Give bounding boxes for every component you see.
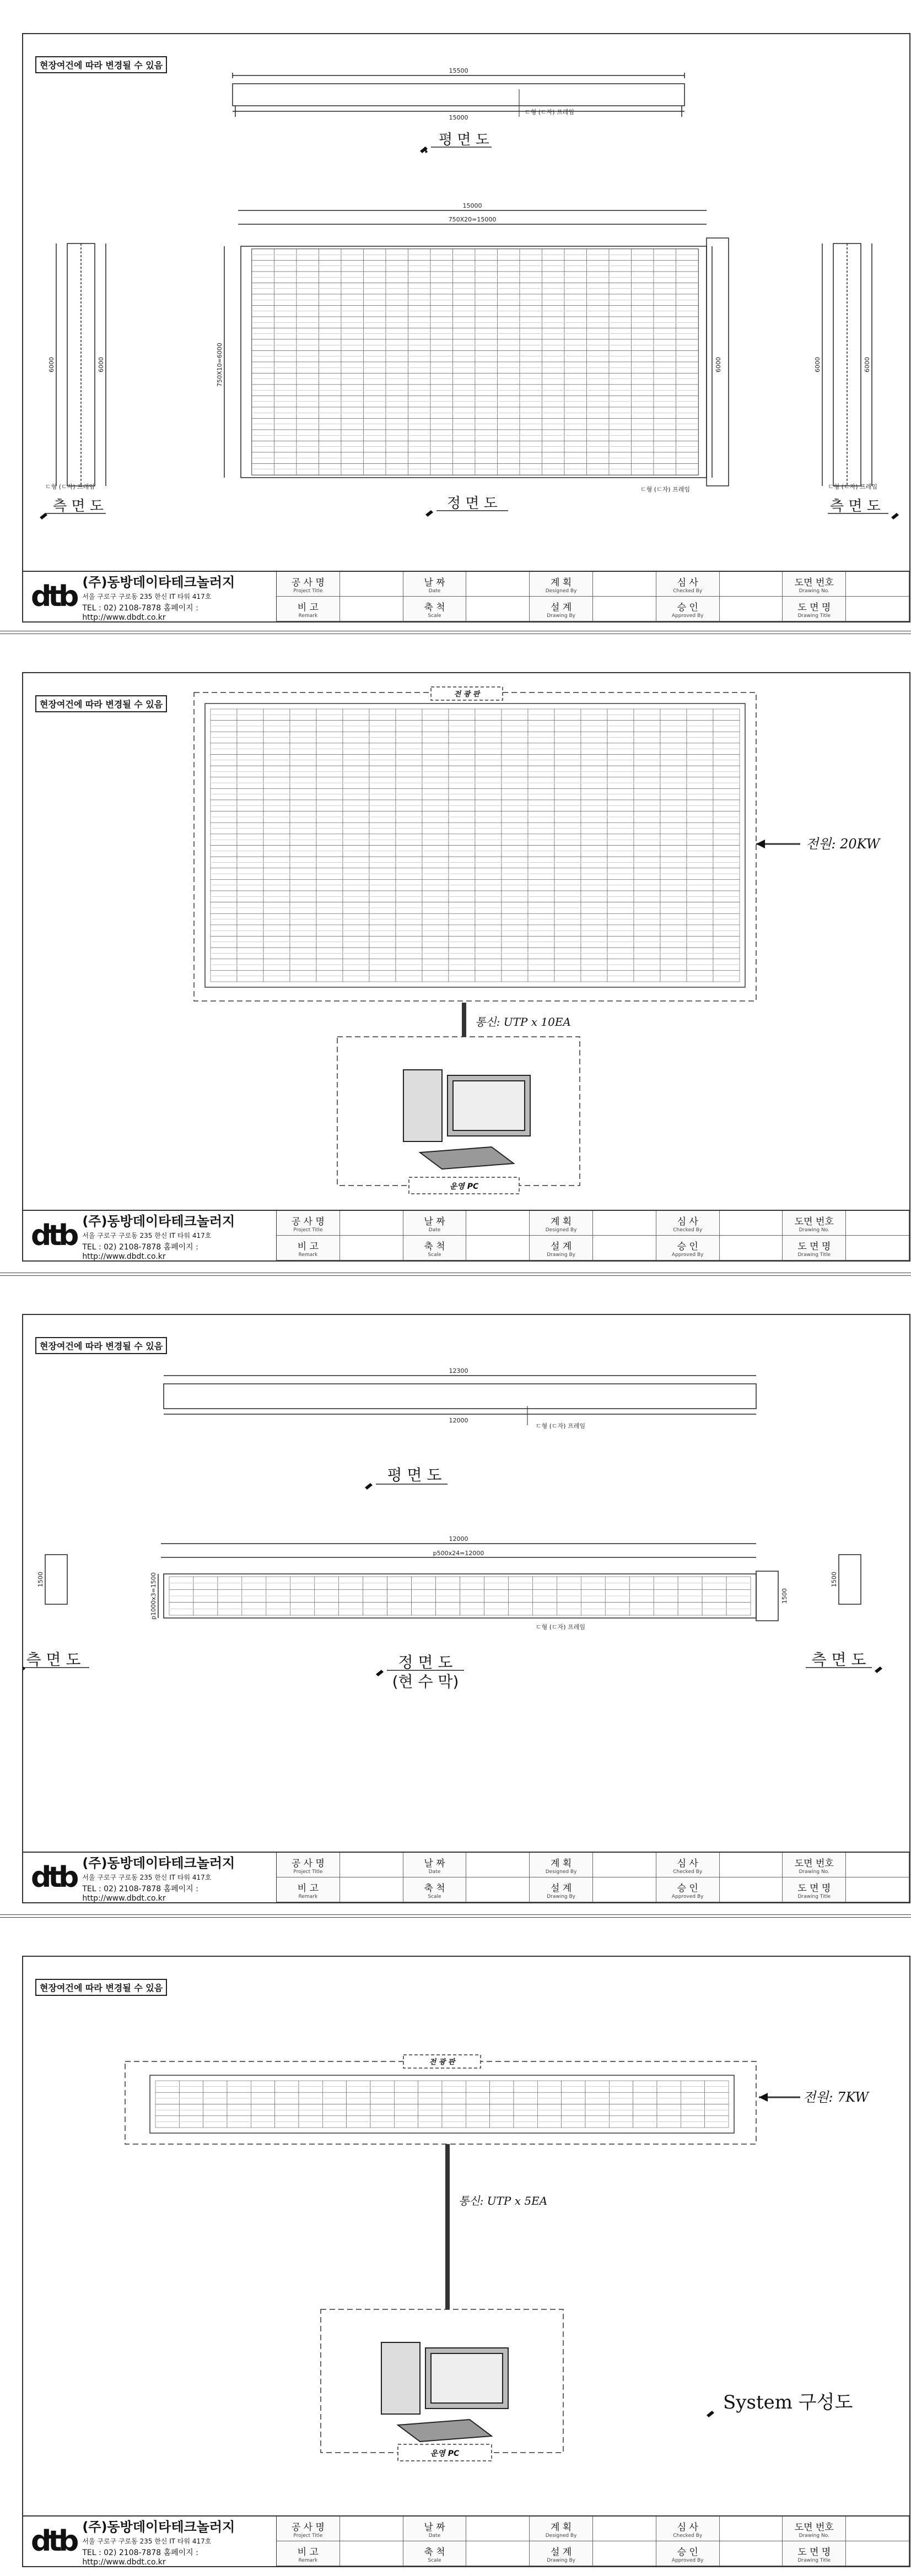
company-address: 서울 구로구 구로동 235 한신 IT 타워 417호 (82, 593, 212, 600)
field-label: 설 계 (550, 1241, 572, 1252)
company-logo-block (23, 1853, 277, 1902)
company-logo: dtb (31, 1219, 76, 1252)
system-diagram-label: System 구성도 (723, 2391, 853, 2413)
field-sublabel: Date (428, 2532, 441, 2539)
drawing-sheet-3 (22, 1314, 910, 1903)
title-block-value (466, 597, 530, 621)
field-sublabel: Drawing Title (797, 1252, 831, 1258)
field-label: 비 고 (297, 1882, 319, 1894)
title-block-value (846, 1853, 909, 1877)
title-block-value (340, 1877, 403, 1902)
company-contact: TEL : 02) 2108-7878 홈페이지 : http://www.dbdt.co.kr (82, 2548, 198, 2567)
title-block-label (403, 572, 467, 597)
drawing-sheet-1 (22, 33, 910, 623)
field-sublabel: Checked By (673, 588, 703, 594)
field-condition-note: 현장여건에 따라 변경될 수 있음 (35, 1979, 167, 1996)
title-block-value (466, 1211, 530, 1236)
title-block-label (403, 2517, 467, 2541)
title-block-value (846, 2541, 909, 2566)
title-block-value (593, 597, 656, 621)
title-block-value (593, 2517, 656, 2541)
company-logo-block (23, 1211, 277, 1260)
led-module-grid (155, 2081, 729, 2128)
field-label: 축 척 (424, 602, 445, 613)
title-block-label (530, 597, 593, 621)
led-module-grid (252, 249, 698, 475)
company-name: (주)동방데이타테크놀러지 (82, 575, 235, 590)
field-label: 도 면 명 (797, 1882, 831, 1894)
field-label: 심 사 (677, 2521, 698, 2533)
company-address: 서울 구로구 구로동 235 한신 IT 타워 417호 (82, 1874, 212, 1881)
title-block-label (530, 1236, 593, 1260)
title-block-value (340, 1853, 403, 1877)
pc-label: 운영 PC (430, 2449, 460, 2458)
field-condition-note: 현장여건에 따라 변경될 수 있음 (35, 695, 167, 712)
title-block-value (846, 1877, 909, 1902)
title-block-label (403, 597, 467, 621)
field-label: 심 사 (677, 577, 698, 588)
title-block-label (277, 1236, 340, 1260)
company-logo: dtb (31, 1861, 76, 1894)
field-sublabel: Date (428, 1869, 441, 1875)
field-sublabel: Drawing No. (799, 1869, 829, 1875)
field-sublabel: Scale (428, 1893, 441, 1899)
title-block-label (783, 1853, 846, 1877)
comm-label: 통신: UTP x 10EA (475, 1015, 571, 1029)
field-label: 설 계 (550, 1882, 572, 1894)
title-block-label (530, 572, 593, 597)
title-block-label (656, 2541, 720, 2566)
field-label: 승 인 (677, 1882, 698, 1894)
left-side-view-label: 측 면 도 (53, 498, 104, 515)
field-sublabel: Approved By (671, 613, 704, 619)
field-sublabel: Drawing No. (799, 2532, 829, 2539)
led-module-grid (211, 709, 740, 982)
title-block-label (783, 572, 846, 597)
field-label: 공 사 명 (291, 1858, 325, 1869)
field-label: 도 면 명 (797, 602, 831, 613)
front-view-label: 정 면 도 (447, 495, 498, 512)
field-label: 도면 번호 (794, 1216, 834, 1227)
field-sublabel: Date (428, 588, 441, 594)
sheet4-drawing (23, 1957, 911, 2519)
title-block (23, 2515, 909, 2566)
title-block-label (656, 1211, 720, 1236)
title-block-value (466, 1236, 530, 1260)
title-block-value (340, 572, 403, 597)
led-module-grid (169, 1577, 751, 1615)
title-block-label (783, 2541, 846, 2566)
title-block-value (466, 1877, 530, 1902)
field-label: 축 척 (424, 2546, 445, 2558)
sheet-separator (0, 1917, 911, 1918)
title-block-label (656, 1877, 720, 1902)
company-contact: TEL : 02) 2108-7878 홈페이지 : http://www.dbdt.co.kr (82, 1885, 198, 1903)
field-sublabel: Designed By (545, 1869, 577, 1875)
title-block-value (846, 1236, 909, 1260)
right-side-dim-inner: 6000 (864, 357, 871, 372)
field-sublabel: Drawing By (547, 2557, 575, 2563)
north-arrow-icon (365, 1483, 373, 1490)
field-sublabel: Drawing No. (799, 588, 829, 594)
field-sublabel: Approved By (671, 2557, 704, 2563)
title-block-label (277, 1211, 340, 1236)
front-view-label: 정 면 도 (398, 1653, 453, 1671)
north-arrow-icon (40, 513, 47, 519)
plan-frame-note: ㄷ형 (ㄷ자) 프레임 (525, 109, 574, 116)
field-sublabel: Scale (428, 2557, 441, 2563)
field-sublabel: Drawing Title (797, 2557, 831, 2563)
title-block-value (466, 2517, 530, 2541)
title-block-label (530, 2517, 593, 2541)
field-sublabel: Drawing Title (797, 1893, 831, 1899)
right-side-view-label: 측 면 도 (811, 1650, 866, 1669)
panel-title: 전 광 판 (454, 690, 480, 699)
north-arrow-icon (875, 1666, 882, 1673)
field-sublabel: Drawing No. (799, 1227, 829, 1233)
field-sublabel: Checked By (673, 2532, 703, 2539)
panel-title: 전 광 판 (429, 2058, 455, 2066)
field-label: 설 계 (550, 2546, 572, 2558)
drawing-sheet-2 (22, 672, 910, 1262)
field-label: 날 짜 (424, 2521, 445, 2533)
plan-frame-note: ㄷ형 (ㄷ자) 프레임 (536, 1422, 585, 1430)
north-arrow-icon (420, 147, 428, 153)
plan-dim-top: 12300 (449, 1367, 468, 1374)
field-sublabel: Remark (298, 2557, 318, 2563)
plan-dim-bottom: 12000 (449, 1417, 468, 1424)
title-block-label (530, 1877, 593, 1902)
company-name: (주)동방데이타테크놀러지 (82, 1855, 235, 1871)
title-block-label (656, 597, 720, 621)
title-block-label (277, 2517, 340, 2541)
field-label: 도 면 명 (797, 2546, 831, 2558)
title-block-value (466, 2541, 530, 2566)
title-block-fields (277, 572, 909, 621)
title-block-value (846, 572, 909, 597)
right-side-view-label: 측 면 도 (830, 498, 881, 515)
title-block-value (720, 1236, 783, 1260)
title-block-label (403, 1877, 467, 1902)
field-sublabel: Project Title (293, 2532, 323, 2539)
field-label: 승 인 (677, 602, 698, 613)
title-block-value (720, 1211, 783, 1236)
field-sublabel: Drawing Title (797, 613, 831, 619)
north-arrow-icon (891, 513, 899, 519)
field-label: 계 획 (550, 1216, 572, 1227)
field-label: 도 면 명 (797, 1241, 831, 1252)
company-name: (주)동방데이타테크놀러지 (82, 1214, 235, 1229)
title-block-label (277, 1877, 340, 1902)
field-sublabel: Designed By (545, 1227, 577, 1233)
power-arrow-icon (756, 840, 765, 848)
title-block-value (846, 2517, 909, 2541)
title-block-value (593, 572, 656, 597)
title-block-value (466, 572, 530, 597)
title-block-value (720, 597, 783, 621)
field-label: 날 짜 (424, 1858, 445, 1869)
field-sublabel: Approved By (671, 1893, 704, 1899)
company-contact: TEL : 02) 2108-7878 홈페이지 : http://www.dbdt.co.kr (82, 604, 198, 622)
front-view-sublabel: (현 수 막) (392, 1673, 459, 1691)
company-address: 서울 구로구 구로동 235 한신 IT 타워 417호 (82, 2537, 212, 2545)
field-label: 계 획 (550, 577, 572, 588)
field-label: 비 고 (297, 2546, 319, 2558)
title-block-value (846, 597, 909, 621)
front-dim-pitch: 750X20=15000 (448, 216, 497, 223)
title-block-value (593, 1877, 656, 1902)
title-block-value (340, 1236, 403, 1260)
field-label: 날 짜 (424, 577, 445, 588)
field-label: 도면 번호 (794, 1858, 834, 1869)
field-sublabel: Drawing By (547, 1252, 575, 1258)
field-label: 심 사 (677, 1858, 698, 1869)
field-condition-note: 현장여건에 따라 변경될 수 있음 (35, 1337, 167, 1354)
comm-label: 통신: UTP x 5EA (459, 2194, 548, 2207)
front-dim-right: 1500 (781, 1588, 788, 1604)
right-side-dim: 1500 (831, 1572, 838, 1587)
left-side-dim-outer: 6000 (48, 357, 55, 372)
title-block-value (720, 1877, 783, 1902)
field-label: 계 획 (550, 2521, 572, 2533)
title-block-value (846, 1211, 909, 1236)
title-block-value (720, 572, 783, 597)
title-block-value (340, 1211, 403, 1236)
title-block-value (340, 597, 403, 621)
title-block-label (783, 1211, 846, 1236)
front-frame-note: ㄷ형 (ㄷ자) 프레임 (640, 486, 690, 493)
title-block-fields (277, 1211, 909, 1260)
title-block-value (340, 2517, 403, 2541)
right-side-frame-note: ㄷ형 (ㄷ자) 프레임 (828, 483, 877, 490)
field-label: 도면 번호 (794, 2521, 834, 2533)
plan-dim-bottom: 15000 (449, 114, 468, 121)
power-arrow-icon (759, 2093, 768, 2102)
title-block-label (403, 2541, 467, 2566)
field-label: 계 획 (550, 1858, 572, 1869)
title-block-value (466, 1853, 530, 1877)
left-side-view-label: 측 면 도 (26, 1650, 81, 1669)
title-block-label (656, 572, 720, 597)
title-block-label (656, 2517, 720, 2541)
plan-view-label: 평 면 도 (439, 132, 489, 148)
company-logo: dtb (31, 580, 76, 613)
title-block (23, 1210, 909, 1260)
sheet2-drawing (23, 673, 911, 1213)
computer-icon (403, 1070, 530, 1169)
field-sublabel: Date (428, 1227, 441, 1233)
field-label: 날 짜 (424, 1216, 445, 1227)
title-block-label (277, 2541, 340, 2566)
field-label: 공 사 명 (291, 577, 325, 588)
field-sublabel: Checked By (673, 1869, 703, 1875)
field-condition-note: 현장여건에 따라 변경될 수 있음 (35, 56, 167, 73)
front-dim-side: 750X10=6000 (216, 343, 223, 387)
field-sublabel: Project Title (293, 588, 323, 594)
title-block-label (783, 1236, 846, 1260)
sheet1-drawing (23, 34, 911, 574)
computer-icon (381, 2342, 508, 2442)
title-block-value (593, 2541, 656, 2566)
field-sublabel: Scale (428, 613, 441, 619)
title-block-label (277, 572, 340, 597)
field-sublabel: Approved By (671, 1252, 704, 1258)
title-block-label (783, 1877, 846, 1902)
title-block-value (720, 2541, 783, 2566)
field-label: 공 사 명 (291, 2521, 325, 2533)
power-label: 전원: 7KW (803, 2090, 869, 2105)
field-label: 도면 번호 (794, 577, 834, 588)
sheet-separator (0, 1914, 911, 1915)
field-label: 승 인 (677, 1241, 698, 1252)
plan-view-label: 평 면 도 (387, 1466, 442, 1484)
field-sublabel: Remark (298, 1252, 318, 1258)
title-block-label (656, 1236, 720, 1260)
field-sublabel: Project Title (293, 1869, 323, 1875)
field-label: 공 사 명 (291, 1216, 325, 1227)
title-block-label (656, 1853, 720, 1877)
title-block-label (403, 1211, 467, 1236)
field-sublabel: Designed By (545, 588, 577, 594)
plan-dim-top: 15500 (449, 67, 468, 74)
title-block-label (783, 2517, 846, 2541)
front-dim-top: 12000 (449, 1535, 468, 1543)
drawing-sheet-4 (22, 1956, 910, 2567)
title-block-label (403, 1236, 467, 1260)
title-block-label (277, 597, 340, 621)
field-sublabel: Drawing By (547, 1893, 575, 1899)
field-sublabel: Designed By (545, 2532, 577, 2539)
company-logo-block (23, 2517, 277, 2566)
front-dim-top: 15000 (462, 202, 482, 209)
company-logo: dtb (31, 2525, 76, 2558)
left-side-frame-note: ㄷ형 (ㄷ자) 프레임 (45, 483, 95, 490)
title-block-value (593, 1853, 656, 1877)
company-contact: TEL : 02) 2108-7878 홈페이지 : http://www.dbdt.co.kr (82, 1243, 198, 1261)
field-label: 설 계 (550, 602, 572, 613)
field-sublabel: Scale (428, 1252, 441, 1258)
pc-label: 운영 PC (449, 1182, 479, 1191)
right-side-dim-outer: 6000 (814, 357, 821, 372)
field-sublabel: Drawing By (547, 613, 575, 619)
title-block-fields (277, 1853, 909, 1902)
north-arrow-icon (376, 1670, 384, 1676)
north-arrow-icon (707, 2411, 714, 2417)
title-block-value (720, 2517, 783, 2541)
title-block-label (530, 1853, 593, 1877)
title-block (23, 571, 909, 621)
title-block-label (783, 597, 846, 621)
field-label: 축 척 (424, 1241, 445, 1252)
field-sublabel: Project Title (293, 1227, 323, 1233)
field-sublabel: Remark (298, 1893, 318, 1899)
company-address: 서울 구로구 구로동 235 한신 IT 타워 417호 (82, 1232, 212, 1240)
title-block-fields (277, 2517, 909, 2566)
sheet3-drawing (23, 1315, 911, 1855)
front-dim-right: 6000 (715, 357, 722, 372)
title-block-label (530, 1211, 593, 1236)
field-label: 비 고 (297, 602, 319, 613)
north-arrow-icon (425, 510, 433, 517)
front-frame-note: ㄷ형 (ㄷ자) 프레임 (536, 1623, 585, 1631)
field-label: 승 인 (677, 2546, 698, 2558)
title-block-value (340, 2541, 403, 2566)
front-dim-side: p1000x3=1500 (150, 1572, 157, 1620)
company-name: (주)동방데이타테크놀러지 (82, 2519, 235, 2535)
front-dim-pitch: p500x24=12000 (433, 1550, 484, 1557)
title-block-value (593, 1236, 656, 1260)
field-label: 비 고 (297, 1241, 319, 1252)
title-block-label (403, 1853, 467, 1877)
company-logo-block (23, 572, 277, 621)
field-sublabel: Remark (298, 613, 318, 619)
field-label: 심 사 (677, 1216, 698, 1227)
field-label: 축 척 (424, 1882, 445, 1894)
power-label: 전원: 20KW (806, 836, 880, 852)
title-block-value (720, 1853, 783, 1877)
title-block-label (530, 2541, 593, 2566)
title-block-label (277, 1853, 340, 1877)
title-block-value (593, 1211, 656, 1236)
title-block (23, 1852, 909, 1902)
left-side-dim: 1500 (37, 1572, 44, 1587)
left-side-dim-inner: 6000 (98, 357, 105, 372)
field-sublabel: Checked By (673, 1227, 703, 1233)
sheet-separator (0, 1275, 911, 1276)
